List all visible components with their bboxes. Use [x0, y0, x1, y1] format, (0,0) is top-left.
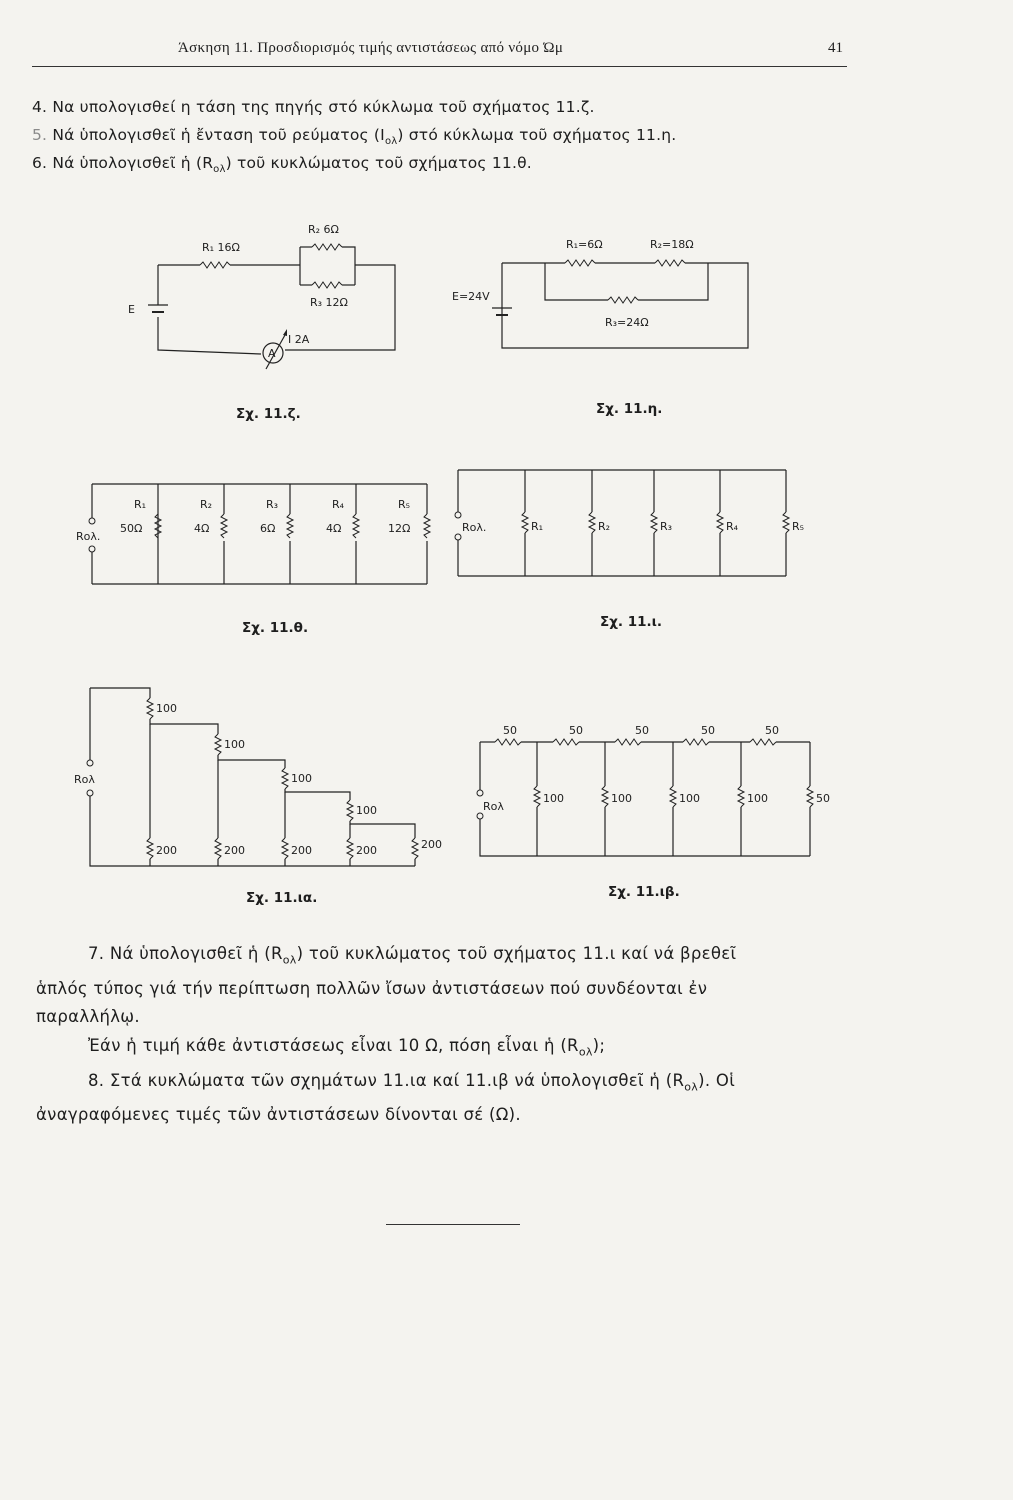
question-8-text-end: ). Οἱ: [698, 1070, 736, 1090]
fig-11ia-shunt-4: 200: [356, 844, 377, 857]
fig-11th-r1-name: R₁: [134, 498, 147, 511]
fig-11z-current-label: I 2A: [288, 333, 310, 346]
fig-11th-r4-value: 4Ω: [326, 522, 342, 535]
question-4: [32, 98, 595, 116]
question-7-subscript: ολ: [282, 953, 297, 967]
fig-11th-r4-name: R₄: [332, 498, 345, 511]
fig-11i-r1-label: R₁: [531, 520, 544, 533]
fig-11ia-shunt-2: 200: [224, 844, 245, 857]
fig-11ia-series-1: 100: [156, 702, 177, 715]
figure-11h-circuit: [450, 228, 760, 358]
fig-11th-r2-value: 4Ω: [194, 522, 210, 535]
fig-11ia-shunt-5: 200: [421, 838, 442, 851]
fig-11i-r5-label: R₅: [792, 520, 805, 533]
question-8-line-1: [36, 1067, 848, 1102]
running-header-title: Άσκηση 11. Προσδιορισμός τιμής αντιστάσεως από νόμο Ώμ: [178, 40, 564, 56]
fig-11ib-series-3: 50: [635, 724, 649, 737]
question-6: [32, 154, 532, 175]
fig-11ia-series-3: 100: [291, 772, 312, 785]
question-7-followup-subscript: ολ: [578, 1045, 593, 1059]
question-7-text: Νά ὑπολογισθεῖ ἡ (R: [109, 944, 283, 963]
fig-11ia-caption: Σχ. 11.ια.: [246, 890, 318, 906]
question-8-subscript: ολ: [684, 1079, 699, 1093]
question-8-line-2: ἀναγραφόμενες τιμές τῶν ἀντιστάσεων δίνονται σέ (Ω).: [36, 1105, 521, 1125]
question-4-number: 4.: [32, 98, 48, 116]
figure-11th-circuit: [72, 470, 442, 595]
question-6-number: 6.: [32, 154, 48, 172]
fig-11ib-series-5: 50: [765, 724, 779, 737]
fig-11z-caption: Σχ. 11.ζ.: [236, 406, 301, 422]
question-7-line-4: [36, 1032, 848, 1067]
question-6-text-end: ) τοῦ κυκλώματος τοῦ σχήματος 11.θ.: [225, 154, 532, 172]
fig-11ia-shunt-1: 200: [156, 844, 177, 857]
fig-11i-r2-label: R₂: [598, 520, 611, 533]
fig-11ib-series-4: 50: [701, 724, 715, 737]
page-number: 41: [828, 40, 843, 56]
fig-11h-source-label: E=24V: [452, 290, 490, 303]
fig-11h-caption: Σχ. 11.η.: [596, 401, 663, 417]
fig-11i-caption: Σχ. 11.ι.: [600, 614, 663, 630]
question-4-text: Να υπολογισθεί η τάση της πηγής στό κύκλωμα τοῦ σχήματος 11.ζ.: [52, 98, 595, 116]
fig-11th-r1-value: 50Ω: [120, 522, 143, 535]
figure-11ib-ladder: [465, 720, 845, 865]
question-7-line-3: παραλλήλῳ.: [36, 1007, 140, 1027]
fig-11h-r2-label: R₂=18Ω: [650, 238, 694, 251]
fig-11z-ammeter-label: A: [268, 347, 276, 360]
questions-7-8: [36, 940, 848, 1130]
question-5-number: 5.: [32, 126, 48, 144]
fig-11z-r3-label: R₃ 12Ω: [310, 296, 348, 309]
question-5-text: Νά ὑπολογισθεῖ ἡ ἔνταση τοῦ ρεύματος (I: [52, 126, 385, 144]
question-8-text: Στά κυκλώματα τῶν σχημάτων 11.ια καί 11.ιβ νά ὑπολογισθεῖ ἡ (R: [109, 1070, 685, 1090]
fig-11z-r1-label: R₁ 16Ω: [202, 241, 240, 254]
header-rule: [32, 66, 847, 67]
fig-11ib-series-1: 50: [503, 724, 517, 737]
question-5: [32, 126, 676, 147]
question-7-followup-end: );: [592, 1035, 606, 1055]
fig-11ia-series-4: 100: [356, 804, 377, 817]
fig-11h-r3-label: R₃=24Ω: [605, 316, 649, 329]
fig-11z-r2-label: R₂ 6Ω: [308, 223, 339, 236]
fig-11ib-series-2: 50: [569, 724, 583, 737]
fig-11ib-shunt-4: 100: [747, 792, 768, 805]
fig-11ib-caption: Σχ. 11.ιβ.: [608, 884, 680, 900]
fig-11th-caption: Σχ. 11.θ.: [242, 620, 309, 636]
fig-11ib-shunt-3: 100: [679, 792, 700, 805]
fig-11i-r3-label: R₃: [660, 520, 673, 533]
fig-11ia-terminal-label: Rολ: [74, 773, 95, 786]
section-end-rule: [386, 1224, 520, 1225]
fig-11ia-shunt-3: 200: [291, 844, 312, 857]
question-6-subscript: ολ: [213, 164, 226, 176]
question-7-line-2: ἁπλός τύπος γιά τήν περίπτωση πολλῶν ἴσων ἀντιστάσεων πού συνδέονται ἐν: [36, 978, 708, 998]
question-7-followup-text: Ἐάν ἡ τιμή κάθε ἀντιστάσεως εἶναι 10 Ω, πόση εἶναι ἡ (R: [88, 1035, 579, 1055]
question-7-number: 7.: [88, 944, 105, 963]
fig-11th-r2-name: R₂: [200, 498, 213, 511]
fig-11ib-shunt-1: 100: [543, 792, 564, 805]
question-5-text-end: ) στό κύκλωμα τοῦ σχήματος 11.η.: [397, 126, 677, 144]
question-7-line-1: [36, 940, 848, 975]
question-7-text-end: ) τοῦ κυκλώματος τοῦ σχήματος 11.ι καί νά βρεθεῖ: [296, 944, 737, 963]
question-8-number: 8.: [88, 1070, 105, 1090]
fig-11th-r3-name: R₃: [266, 498, 279, 511]
fig-11th-terminal-label: Rολ.: [76, 530, 101, 543]
figure-11ia-ladder: [70, 688, 450, 868]
fig-11ia-series-2: 100: [224, 738, 245, 751]
fig-11th-r5-value: 12Ω: [388, 522, 411, 535]
fig-11i-terminal-label: Rολ.: [462, 521, 487, 534]
fig-11z-source-label: E: [128, 303, 135, 316]
fig-11ib-terminal-label: Rολ: [483, 800, 504, 813]
question-6-text: Νά ὑπολογισθεῖ ἡ (R: [52, 154, 214, 172]
fig-11th-r5-name: R₅: [398, 498, 411, 511]
fig-11ib-shunt-2: 100: [611, 792, 632, 805]
figure-11i-circuit: [450, 470, 805, 585]
fig-11th-r3-value: 6Ω: [260, 522, 276, 535]
figure-11z-circuit: [120, 215, 410, 380]
fig-11i-r4-label: R₄: [726, 520, 739, 533]
question-5-subscript: ολ: [384, 136, 398, 148]
fig-11ib-shunt-5: 50: [816, 792, 830, 805]
fig-11h-r1-label: R₁=6Ω: [566, 238, 603, 251]
